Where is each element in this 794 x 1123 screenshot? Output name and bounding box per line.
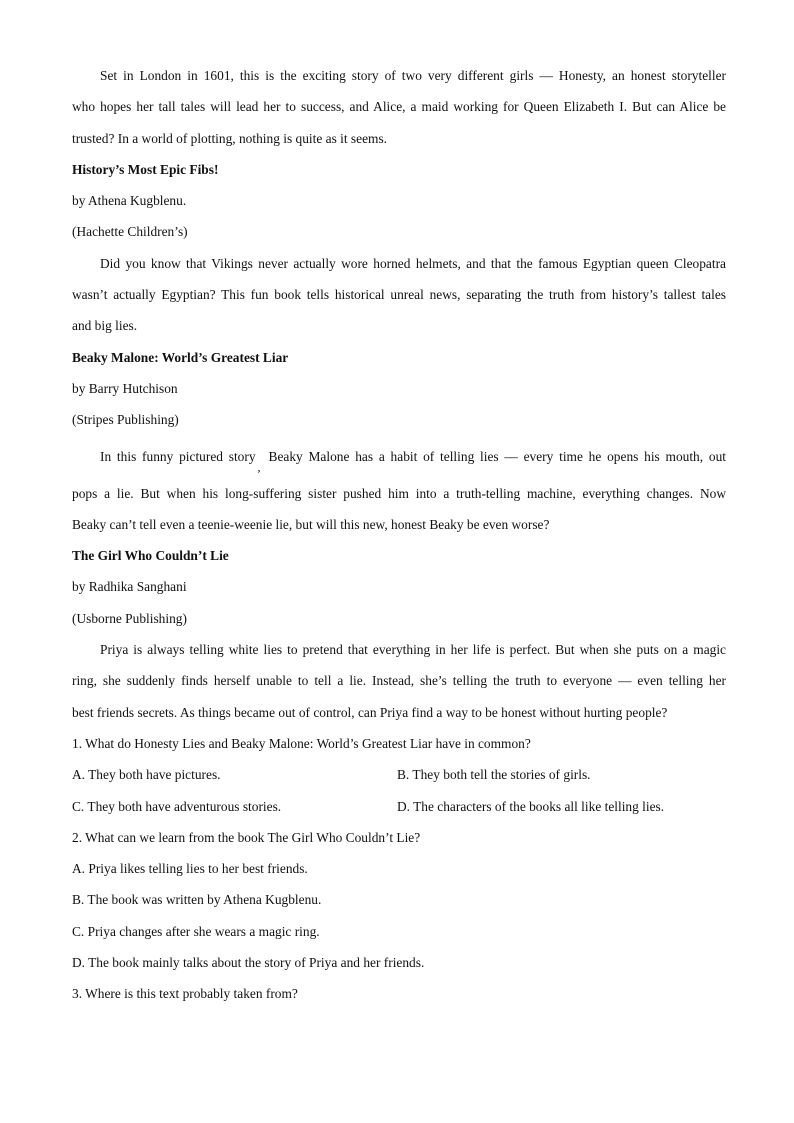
- option-b: B. They both tell the stories of girls.: [397, 767, 591, 783]
- book-title: Beaky Malone: World’s Greatest Liar: [72, 349, 289, 365]
- paragraph-line: pops a lie. But when his long-suffering sister pushed him into a truth-telling machine, everything changes. Now: [72, 485, 726, 501]
- paragraph-line: Priya is always telling white lies to pretend that everything in her life is perfect. But when she puts on a magic: [100, 642, 726, 658]
- question-2: [72, 822, 726, 978]
- paragraph-line: and big lies.: [72, 318, 138, 334]
- paragraph-text: Beaky Malone has a habit of telling lies — every time he opens his mouth, out: [268, 448, 726, 464]
- option-a: A. Priya likes telling lies to her best friends.: [72, 861, 308, 877]
- option-c: C. Priya changes after she wears a magic ring.: [72, 923, 320, 939]
- question-stem: 2. What can we learn from the book The Girl Who Couldn’t Lie?: [72, 829, 421, 845]
- paragraph-line: who hopes her tall tales will lead her to success, and Alice, a maid working for Queen Elizabeth I. But can Alice be: [72, 99, 726, 115]
- question-stem: 3. Where is this text probably taken from?: [72, 986, 298, 1002]
- paragraph-line: Beaky can’t tell even a teenie-weenie lie, but will this new, honest Beaky be even worse?: [72, 516, 550, 532]
- question-stem: 1. What do Honesty Lies and Beaky Malone: World’s Greatest Liar have in common?: [72, 735, 531, 751]
- book-publisher: (Hachette Children’s): [72, 224, 188, 240]
- book-author: by Radhika Sanghani: [72, 579, 187, 595]
- paragraph-line: Set in London in 1601, this is the exciting story of two very different girls — Honesty, an honest storyteller: [100, 68, 726, 83]
- question-1: [72, 728, 726, 822]
- document-page: [72, 60, 726, 1010]
- book-author: by Barry Hutchison: [72, 380, 178, 396]
- book-publisher: (Stripes Publishing): [72, 412, 179, 428]
- paragraph-line: wasn’t actually Egyptian? This fun book tells historical unreal news, separating the truth from history’s tallest tales: [72, 287, 726, 303]
- option-d: D. The characters of the books all like telling lies.: [397, 798, 665, 814]
- book-publisher: (Usborne Publishing): [72, 610, 187, 626]
- question-3: [72, 978, 726, 1009]
- paragraph-line: best friends secrets. As things became out of control, can Priya find a way to be honest without hurting people?: [72, 704, 668, 720]
- paragraph-line: trusted? In a world of plotting, nothing is quite as it seems.: [72, 130, 388, 146]
- book-entry-epic-fibs: [72, 154, 726, 342]
- book-entry-girl-who-couldnt-lie: [72, 540, 726, 728]
- option-c: C. They both have adventurous stories.: [72, 798, 282, 814]
- paragraph-line: [72, 436, 726, 478]
- option-a: A. They both have pictures.: [72, 767, 221, 783]
- book-title: History’s Most Epic Fibs!: [72, 161, 219, 177]
- option-b: B. The book was written by Athena Kugblenu.: [72, 892, 322, 908]
- option-d: D. The book mainly talks about the story of Priya and her friends.: [72, 955, 425, 971]
- book-author: by Athena Kugblenu.: [72, 193, 187, 209]
- option-row: [72, 791, 726, 822]
- comma-mark: ,: [257, 459, 261, 474]
- paragraph-text: In this funny pictured story: [100, 448, 256, 464]
- intro-paragraph: [72, 60, 726, 154]
- paragraph-line: Did you know that Vikings never actually wore horned helmets, and that the famous Egyptian queen Cleopatra: [100, 255, 726, 271]
- option-row: [72, 759, 726, 790]
- paragraph-line: ring, she suddenly finds herself unable to tell a lie. Instead, she’s telling the truth to everyone — even telling her: [72, 673, 726, 689]
- book-entry-beaky-malone: [72, 342, 726, 540]
- book-title: The Girl Who Couldn’t Lie: [72, 548, 229, 564]
